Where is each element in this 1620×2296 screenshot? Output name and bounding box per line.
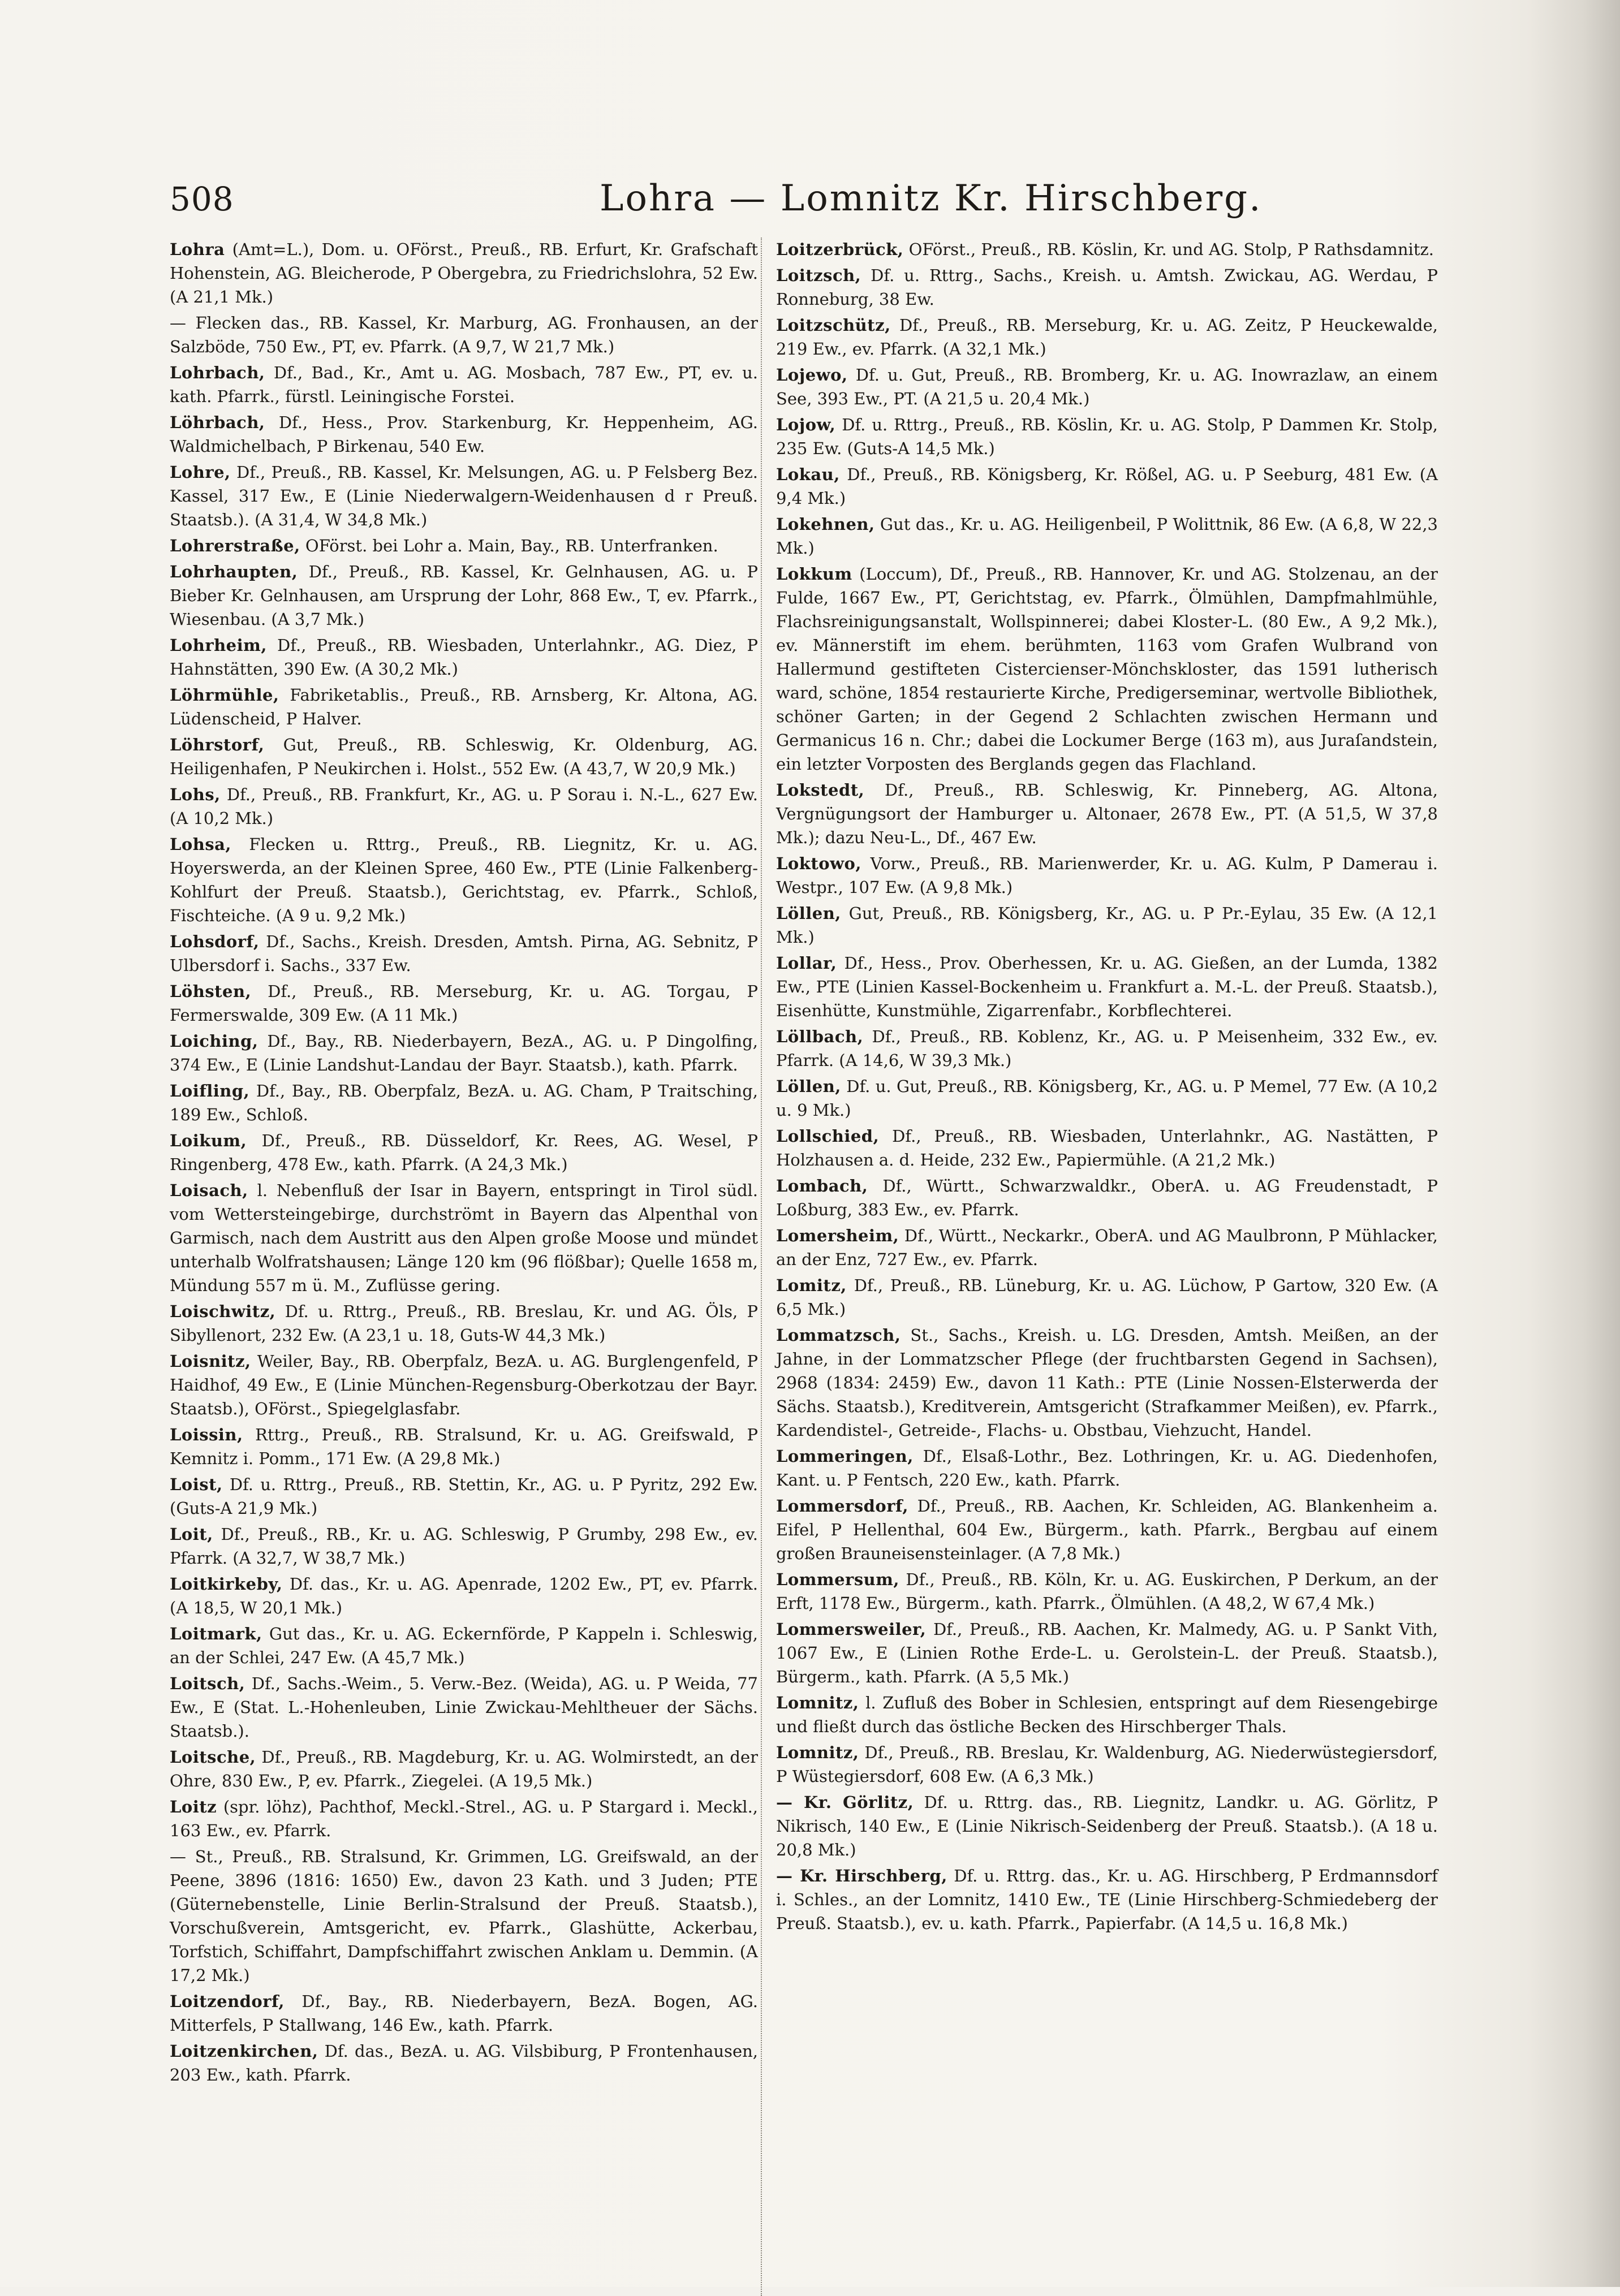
entry-headword: Lommeringen,: [776, 1447, 914, 1466]
entry-headword: Lomnitz,: [776, 1743, 859, 1762]
entry-headword: Lohra: [170, 240, 225, 259]
gazetteer-entry: [170, 411, 758, 458]
gazetteer-entry: [776, 1274, 1438, 1321]
entry-text: Df., Preuß., RB. Wiesbaden, Unterlahnkr., AG. Nastätten, P Holzhausen a. d. Heide, 232 Ew., Papiermühle. (A 21,2 Mk.): [776, 1127, 1438, 1169]
entry-headword: Loitsch,: [170, 1674, 245, 1693]
entry-text: l. Zufluß des Bober in Schlesien, entspringt auf dem Riesengebirge und fließt durch das östliche Becken des Hirschberger Thals.: [776, 1693, 1438, 1736]
gazetteer-entry: [170, 783, 758, 830]
entry-headword: Loitzendorf,: [170, 1992, 285, 2011]
gazetteer-entry: [776, 1691, 1438, 1738]
entry-text: Gut das., Kr. u. AG. Eckernförde, P Kappeln i. Schleswig, an der Schlei, 247 Ew. (A 45,7 Mk.): [170, 1624, 758, 1667]
entry-text: Df., Elsaß-Lothr., Bez. Lothringen, Kr. u. AG. Diedenhofen, Kant. u. P Fentsch, 220 Ew., kath. Pfarrk.: [776, 1447, 1438, 1490]
gazetteer-entry: [170, 1989, 758, 2037]
entry-headword: Lojow,: [776, 415, 836, 434]
entry-headword: Lommersum,: [776, 1570, 900, 1589]
gazetteer-entry: [776, 1323, 1438, 1442]
entry-headword: Loktowo,: [776, 854, 861, 873]
gazetteer-entry: [776, 852, 1438, 899]
entry-text: (spr. löhz), Pachthof, Meckl.-Strel., AG. u. P Stargard i. Meckl., 163 Ew., ev. Pfarrk.: [170, 1797, 759, 1840]
entry-headword: Lojewo,: [776, 365, 848, 385]
entry-text: Rttrg., Preuß., RB. Stralsund, Kr. u. AG. Greifswald, P Kemnitz i. Pomm., 171 Ew. (A 29,8 Mk.): [170, 1425, 759, 1468]
gazetteer-entry: [170, 1473, 758, 1520]
column-divider: [761, 238, 762, 2296]
gazetteer-entry: [170, 832, 758, 927]
entry-headword: Löhrmühle,: [170, 685, 279, 705]
gazetteer-entry: [170, 2039, 758, 2087]
entry-headword: Lohrheim,: [170, 636, 267, 655]
entry-headword: Loitsche,: [170, 1747, 256, 1767]
gazetteer-entry: [776, 1074, 1438, 1122]
gazetteer-entry: [170, 1572, 758, 1620]
gazetteer-entry: [170, 683, 758, 731]
gazetteer-entry: [170, 311, 758, 359]
gazetteer-entry: [776, 1790, 1438, 1862]
gazetteer-entry: [170, 534, 758, 558]
entry-headword: Loissin,: [170, 1425, 243, 1444]
gazetteer-entry: [170, 460, 758, 532]
entry-headword: Lommatzsch,: [776, 1326, 901, 1345]
gazetteer-entry: [776, 1025, 1438, 1072]
gazetteer-entry: [170, 733, 758, 780]
entry-headword: Lokau,: [776, 465, 840, 484]
gazetteer-entry: [776, 463, 1438, 510]
gazetteer-entry: [170, 1423, 758, 1470]
page-edge-shadow: [1529, 0, 1620, 2287]
entry-headword: Lokkum: [776, 564, 852, 584]
gazetteer-entry: [776, 264, 1438, 311]
gazetteer-entry: [170, 560, 758, 631]
entry-text: Df., Preuß., RB. Merseburg, Kr. u. AG. Zeitz, P Heuckewalde, 219 Ew., ev. Pfarrk. (A 32,1 Mk.): [776, 316, 1438, 359]
entry-text: Df., Preuß., RB. Schleswig, Kr. Pinneberg, AG. Altona, Vergnügungsort der Hamburger u. Altonaer, 2678 Ew., PT. (A 51,5, W 37,8 Mk.); dazu Neu-L., Df., 467 Ew.: [776, 780, 1438, 847]
entry-text: Df., Preuß., RB. Lüneburg, Kr. u. AG. Lüchow, P Gartow, 320 Ew. (A 6,5 Mk.): [776, 1276, 1438, 1319]
entry-text: Df. u. Rttrg., Preuß., RB. Köslin, Kr. u. AG. Stolp, P Dammen Kr. Stolp, 235 Ew. (Guts-A 14,5 Mk.): [776, 415, 1438, 458]
entry-headword: Löllen,: [776, 1077, 841, 1096]
entry-headword: Loifling,: [170, 1081, 250, 1100]
right-column: [776, 238, 1438, 1937]
left-column: [170, 238, 758, 2089]
gazetteer-entry: [776, 778, 1438, 849]
page-header: [170, 180, 1465, 231]
entry-headword: Lommersweiler,: [776, 1620, 927, 1639]
gazetteer-entry: [776, 1124, 1438, 1172]
entry-text: Vorw., Preuß., RB. Marienwerder, Kr. u. AG. Kulm, P Damerau i. Westpr., 107 Ew. (A 9,8 Mk.): [776, 854, 1438, 897]
entry-headword: Loitzsch,: [776, 266, 861, 285]
gazetteer-entry: [776, 363, 1438, 411]
entry-text: l. Nebenfluß der Isar in Bayern, entspringt in Tirol südl. vom Wettersteingebirge, durchströmt in Bayern das Alpenthal von Garmisch, nach dem Austritt aus den Alpen große Moose und mündet unterhalb Wolfratshausen; Länge 120 km (96 flößbar); Quelle 1658 m, Mündung 557 m ü. M., Zuflüsse gering.: [170, 1181, 759, 1295]
gazetteer-entry: [170, 1349, 758, 1421]
entry-headword: Loist,: [170, 1475, 223, 1494]
entry-headword: Lohre,: [170, 463, 231, 482]
entry-text: Df., Württ., Neckarkr., OberA. und AG Maulbronn, P Mühlacker, an der Enz, 727 Ew., ev. Pfarrk.: [776, 1226, 1438, 1269]
entry-text: Weiler, Bay., RB. Oberpfalz, BezA. u. AG. Burglengenfeld, P Haidhof, 49 Ew., E (Linie München-Regensburg-Oberkotzau der Bayr. Staatsb.), OFörst., Spiegelglasfabr.: [170, 1352, 758, 1418]
entry-text: Df., Preuß., RB. Aachen, Kr. Malmedy, AG. u. P Sankt Vith, 1067 Ew., E (Linien Rothe Erde-L. u. Gerolstein-L. der Preuß. Staatsb.), Bürgerm., kath. Pfarrk. (A 5,5 Mk.): [776, 1620, 1438, 1686]
gazetteer-entry: [776, 1864, 1438, 1935]
entry-text: Df. u. Rttrg. das., Kr. u. AG. Hirschberg, P Erdmannsdorf i. Schles., an der Lomnitz, 1410 Ew., TE (Linie Hirschberg-Schmiedeberg der Preuß. Staatsb.), ev. u. kath. Pfarrk., Papierfabr. (A 14,5 u. 16,8 Mk.): [776, 1866, 1438, 1933]
entry-headword: Loisach,: [170, 1181, 248, 1200]
gazetteer-entry: [170, 633, 758, 681]
entry-text: Df., Preuß., RB. Düsseldorf, Kr. Rees, AG. Wesel, P Ringenberg, 478 Ew., kath. Pfarrk. (A 24,3 Mk.): [170, 1131, 758, 1174]
entry-text: Df., Sachs.-Weim., 5. Verw.-Bez. (Weida), AG. u. P Weida, 77 Ew., E (Stat. L.-Hohenleuben, Linie Zwickau-Mehltheuer der Sächs. Staatsb.).: [170, 1674, 758, 1741]
entry-headword: Lohrhaupten,: [170, 562, 298, 581]
entry-headword: Löhrstorf,: [170, 735, 265, 754]
page-number: 508: [170, 180, 234, 218]
gazetteer-entry: [170, 1745, 758, 1793]
entry-headword: Loischwitz,: [170, 1302, 276, 1321]
entry-headword: Loitmark,: [170, 1624, 262, 1643]
entry-text: Gut, Preuß., RB. Schleswig, Kr. Oldenburg, AG. Heiligenhafen, P Neukirchen i. Holst., 552 Ew. (A 43,7, W 20,9 Mk.): [170, 735, 759, 778]
entry-headword: Loitkirkeby,: [170, 1574, 283, 1594]
entry-text: Df., Hess., Prov. Oberhessen, Kr. u. AG. Gießen, an der Lumda, 1382 Ew., PTE (Linien Kassel-Bockenheim u. Frankfurt a. M.-L. der Preuß. Staatsb.), Eisenhütte, Kunstmühle, Zigarrenfabr., Korbflechterei.: [776, 953, 1438, 1020]
entry-headword: — Kr. Hirschberg,: [776, 1866, 947, 1885]
entry-text: (Loccum), Df., Preuß., RB. Hannover, Kr. und AG. Stolzenau, an der Fulde, 1667 Ew., PT, Gerichtstag, ev. Pfarrk., Ölmühlen, Dampfmahlmühle, Flachsreinigungsanstalt, Wollspinnerei; dabei Kloster-L. (80 Ew., A 9,2 Mk.), ev. Männerstift im ehem. berühmten, 1163 vom Grafen Wulbrand von Hallermund gestifteten Cistercienser-Mönchskloster, das 1591 lutherisch ward, schöne, 1854 restaurierte Kirche, Predigerseminar, wertvolle Bibliothek, schöner Garten; in der Gegend 2 Schlachten zwischen Hermann und Germanicus 16 n. Chr.; dabei die Lockumer Berge (163 m), aus Juraſandstein, ein letzter Vorposten des Berglands gegen das Flachland.: [776, 564, 1438, 774]
gazetteer-entry: [170, 1622, 758, 1669]
entry-text: Df., Bay., RB. Oberpfalz, BezA. u. AG. Cham, P Traitsching, 189 Ew., Schloß.: [170, 1081, 758, 1124]
gazetteer-entry: [170, 1300, 758, 1347]
entry-headword: Lomitz,: [776, 1276, 847, 1295]
gazetteer-entry: [170, 1179, 758, 1297]
gazetteer-entry: [776, 562, 1438, 776]
gazetteer-entry: [170, 238, 758, 309]
entry-text: Df., Bay., RB. Niederbayern, BezA. Bogen, AG. Mitterfels, P Stallwang, 146 Ew., kath. Pfarrk.: [170, 1992, 759, 2035]
entry-headword: Lohsa,: [170, 835, 232, 854]
entry-text: Df., Preuß., RB. Kassel, Kr. Melsungen, AG. u. P Felsberg Bez. Kassel, 317 Ew., E (Linie Niederwalgern-Weidenhausen d r Preuß. Staatsb.). (A 31,4, W 34,8 Mk.): [170, 463, 759, 529]
entry-text: Df., Preuß., RB. Kassel, Kr. Gelnhausen, AG. u. P Bieber Kr. Gelnhausen, am Ursprung der Lohr, 868 Ew., T, ev. Pfarrk., Wiesenbau. (A 3,7 Mk.): [170, 562, 758, 629]
entry-headword: Löhrbach,: [170, 413, 265, 432]
gazetteer-entry: [776, 1568, 1438, 1615]
entry-headword: Lohsdorf,: [170, 932, 260, 951]
entry-headword: Löhsten,: [170, 982, 252, 1001]
gazetteer-entry: [776, 1617, 1438, 1689]
entry-headword: Lokehnen,: [776, 515, 875, 534]
entry-headword: — Kr. Görlitz,: [776, 1793, 914, 1812]
entry-headword: Loisnitz,: [170, 1352, 251, 1371]
entry-text: Df., Hess., Prov. Starkenburg, Kr. Heppenheim, AG. Waldmichelbach, P Birkenau, 540 Ew.: [170, 413, 759, 456]
entry-headword: Loitz: [170, 1797, 217, 1816]
gazetteer-entry: [776, 1224, 1438, 1271]
gazetteer-entry: [776, 1174, 1438, 1222]
gazetteer-entry: [170, 979, 758, 1027]
entry-text: Df., Bay., RB. Niederbayern, BezA., AG. u. P Dingolfing, 374 Ew., E (Linie Landshut-Landau der Bayr. Staatsb.), kath. Pfarrk.: [170, 1032, 759, 1074]
entry-headword: Lomnitz,: [776, 1693, 859, 1712]
entry-text: Df. das., BezA. u. AG. Vilsbiburg, P Frontenhausen, 203 Ew., kath. Pfarrk.: [170, 2042, 758, 2084]
entry-headword: Lollar,: [776, 953, 837, 973]
entry-text: Flecken u. Rttrg., Preuß., RB. Liegnitz, Kr. u. AG. Hoyerswerda, an der Kleinen Spree, 460 Ew., PTE (Linie Falkenberg-Kohlfurt der Preuß. Staatsb.), Gerichtstag, ev. Pfarrk., Schloß, Fischteiche. (A 9 u. 9,2 Mk.): [170, 835, 759, 925]
gazetteer-entry: [170, 1129, 758, 1176]
entry-headword: Lombach,: [776, 1176, 868, 1196]
entry-text: Df., Preuß., RB. Frankfurt, Kr., AG. u. P Sorau i. N.-L., 627 Ew. (A 10,2 Mk.): [170, 785, 759, 828]
entry-text: Df. u. Rttrg., Preuß., RB. Breslau, Kr. und AG. Öls, P Sibyllenort, 232 Ew. (A 23,1 u. 18, Guts-W 44,3 Mk.): [170, 1302, 758, 1345]
entry-text: Df., Preuß., RB. Breslau, Kr. Waldenburg, AG. Niederwüstegiersdorf, P Wüstegiersdorf, 608 Ew. (A 6,3 Mk.): [776, 1743, 1438, 1786]
entry-text: Df. u. Gut, Preuß., RB. Bromberg, Kr. u. AG. Inowrazlaw, an einem See, 393 Ew., PT. (A 21,5 u. 20,4 Mk.): [776, 365, 1438, 408]
entry-text: Gut, Preuß., RB. Königsberg, Kr., AG. u. P Pr.-Eylau, 35 Ew. (A 12,1 Mk.): [776, 904, 1438, 947]
entry-headword: Loiching,: [170, 1032, 258, 1051]
entry-text: Df. das., Kr. u. AG. Apenrade, 1202 Ew., PT, ev. Pfarrk. (A 18,5, W 20,1 Mk.): [170, 1574, 758, 1617]
entry-text: Df., Preuß., RB. Merseburg, Kr. u. AG. Torgau, P Fermerswalde, 309 Ew. (A 11 Mk.): [170, 982, 759, 1025]
entry-headword: Löllbach,: [776, 1027, 864, 1046]
gazetteer-entry: [170, 1845, 758, 1987]
gazetteer-entry: [776, 512, 1438, 560]
entry-headword: Loitzerbrück,: [776, 240, 904, 259]
gazetteer-entry: [170, 1079, 758, 1127]
gazetteer-entry: [776, 413, 1438, 460]
entry-headword: Lohrerstraße,: [170, 536, 300, 555]
entry-text: Df., Preuß., RB. Koblenz, Kr., AG. u. P Meisenheim, 332 Ew., ev. Pfarrk. (A 14,6, W 39,3 Mk.): [776, 1027, 1438, 1070]
gazetteer-entry: [776, 1444, 1438, 1492]
entry-text: Df., Preuß., RB. Magdeburg, Kr. u. AG. Wolmirstedt, an der Ohre, 830 Ew., P, ev. Pfarrk., Ziegelei. (A 19,5 Mk.): [170, 1747, 759, 1790]
entry-text: Df., Preuß., RB. Köln, Kr. u. AG. Euskirchen, P Derkum, an der Erft, 1178 Ew., Bürgerm., kath. Pfarrk., Ölmühlen. (A 48,2, W 67,4 Mk.): [776, 1570, 1438, 1613]
gazetteer-entry: [170, 1795, 758, 1842]
running-head: Lohra — Lomnitz Kr. Hirschberg.: [600, 178, 1263, 219]
entry-text: — Flecken das., RB. Kassel, Kr. Marburg, AG. Fronhausen, an der Salzböde, 750 Ew., PT, ev. Pfarrk. (A 9,7, W 21,7 Mk.): [170, 313, 758, 356]
entry-headword: Loitzschütz,: [776, 316, 891, 335]
gazetteer-entry: [776, 1494, 1438, 1565]
entry-text: (Amt=L.), Dom. u. OFörst., Preuß., RB. Erfurt, Kr. Grafschaft Hohenstein, AG. Bleicherode, P Obergebra, zu Friedrichslohra, 52 Ew. (A 21,1 Mk.): [170, 240, 759, 307]
gazetteer-entry: [776, 951, 1438, 1022]
entry-headword: Loikum,: [170, 1131, 247, 1150]
entry-text: Df. u. Rttrg. das., RB. Liegnitz, Landkr. u. AG. Görlitz, P Nikrisch, 140 Ew., E (Linie Nikrisch-Seidenberg der Preuß. Staatsb.). (A 18 u. 20,8 Mk.): [776, 1793, 1438, 1859]
entry-headword: Lohs,: [170, 785, 221, 804]
entry-headword: Loitzenkirchen,: [170, 2042, 318, 2061]
entry-text: Df. u. Rttrg., Preuß., RB. Stettin, Kr., AG. u. P Pyritz, 292 Ew. (Guts-A 21,9 Mk.): [170, 1475, 758, 1518]
gazetteer-entry: [170, 1522, 758, 1570]
gazetteer-entry: [776, 238, 1438, 261]
gazetteer-entry: [170, 1672, 758, 1743]
entry-text: Df., Preuß., RB. Königsberg, Kr. Rößel, AG. u. P Seeburg, 481 Ew. (A 9,4 Mk.): [776, 465, 1438, 508]
gazetteer-entry: [170, 930, 758, 977]
entry-headword: Lokstedt,: [776, 780, 865, 800]
entry-text: — St., Preuß., RB. Stralsund, Kr. Grimmen, LG. Greifswald, an der Peene, 3896 (1816: 1650) Ew., davon 23 Kath. und 3 Juden; PTE (Güternebenstelle, Linie Berlin-Stralsund der Preuß. Staatsb.), Vorschußverein, Amtsgericht, ev. Pfarrk., Glashütte, Ackerbau, Torfstich, Schiffahrt, Dampfschiffahrt zwischen Anklam u. Demmin. (A 17,2 Mk.): [170, 1847, 758, 1985]
gazetteer-entry: [776, 313, 1438, 361]
entry-headword: Loit,: [170, 1525, 213, 1544]
entry-text: Gut das., Kr. u. AG. Heiligenbeil, P Wolittnik, 86 Ew. (A 6,8, W 22,3 Mk.): [776, 515, 1438, 558]
entry-text: Df., Württ., Schwarzwaldkr., OberA. u. AG Freudenstadt, P Loßburg, 383 Ew., ev. Pfarrk.: [776, 1176, 1438, 1219]
entry-text: Df., Bad., Kr., Amt u. AG. Mosbach, 787 Ew., PT, ev. u. kath. Pfarrk., fürstl. Leiningische Forstei.: [170, 363, 758, 406]
entry-text: Fabriketablis., Preuß., RB. Arnsberg, Kr. Altona, AG. Lüdenscheid, P Halver.: [170, 685, 759, 728]
entry-text: Df., Preuß., RB. Aachen, Kr. Schleiden, AG. Blankenheim a. Eifel, P Hellenthal, 604 Ew., Bürgerm., kath. Pfarrk., Bergbau auf einem großen Brauneisensteinlager. (A 7,8 Mk.): [776, 1496, 1438, 1563]
entry-text: Df. u. Gut, Preuß., RB. Königsberg, Kr., AG. u. P Memel, 77 Ew. (A 10,2 u. 9 Mk.): [776, 1077, 1438, 1120]
entry-text: Df. u. Rttrg., Sachs., Kreish. u. Amtsh. Zwickau, AG. Werdau, P Ronneburg, 38 Ew.: [776, 266, 1438, 309]
gazetteer-entry: [776, 1741, 1438, 1788]
entry-headword: Lomersheim,: [776, 1226, 899, 1245]
entry-text: Df., Sachs., Kreish. Dresden, Amtsh. Pirna, AG. Sebnitz, P Ulbersdorf i. Sachs., 337 Ew.: [170, 932, 759, 975]
entry-headword: Lohrbach,: [170, 363, 265, 382]
entry-headword: Löllen,: [776, 904, 841, 923]
gazetteer-entry: [776, 901, 1438, 949]
gazetteer-entry: [170, 1029, 758, 1077]
gazetteer-entry: [170, 361, 758, 408]
entry-text: OFörst. bei Lohr a. Main, Bay., RB. Unterfranken.: [305, 536, 718, 555]
entry-text: St., Sachs., Kreish. u. LG. Dresden, Amtsh. Meißen, an der Jahne, in der Lommatzscher Pflege (der fruchtbarsten Gegend in Sachsen), 2968 (1834: 2459) Ew., davon 11 Kath.: PTE (Linie Nossen-Elsterwerda der Sächs. Staatsb.), Kreditverein, Amtsgericht (Strafkammer Meißen), ev. Pfarrk., Kardendistel-, Getreide-, Flachs- u. Obstbau, Viehzucht, Handel.: [776, 1326, 1438, 1440]
entry-text: OFörst., Preuß., RB. Köslin, Kr. und AG. Stolp, P Rathsdamnitz.: [908, 240, 1434, 259]
entry-headword: Lommersdorf,: [776, 1496, 908, 1516]
entry-headword: Lollschied,: [776, 1127, 880, 1146]
entry-text: Df., Preuß., RB., Kr. u. AG. Schleswig, P Grumby, 298 Ew., ev. Pfarrk. (A 32,7, W 38,7 Mk.): [170, 1525, 759, 1568]
entry-text: Df., Preuß., RB. Wiesbaden, Unterlahnkr., AG. Diez, P Hahnstätten, 390 Ew. (A 30,2 Mk.): [170, 636, 758, 679]
